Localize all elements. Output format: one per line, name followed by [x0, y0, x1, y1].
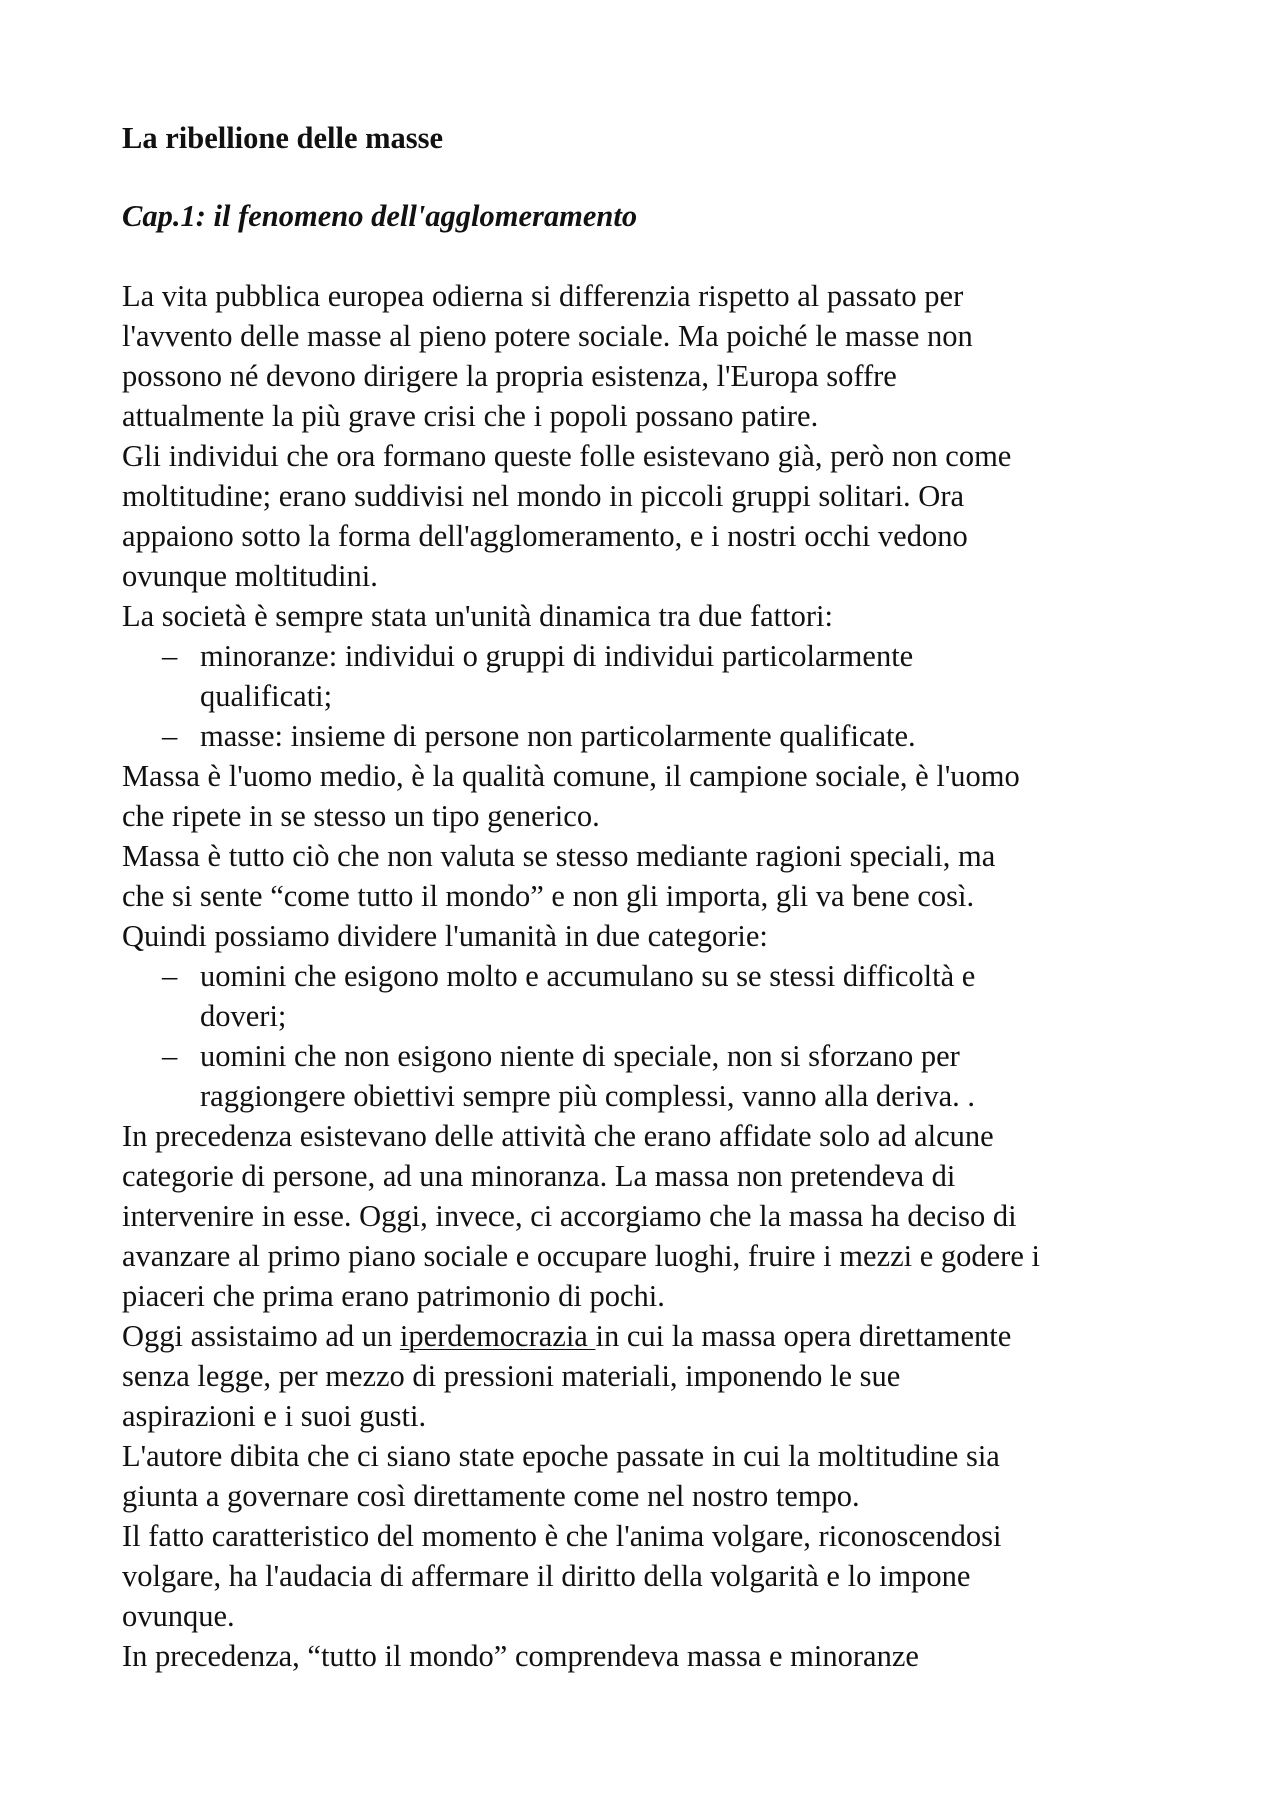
text-span: in cui la massa opera direttamente: [595, 1319, 1012, 1353]
list-item-text: minoranze: individui o gruppi di individui particolarmente: [200, 639, 914, 673]
list-item-text: uomini che esigono molto e accumulano su se stessi difficoltà e: [200, 959, 976, 993]
text-line: La società è sempre stata un'unità dinamica tra due fattori:: [122, 599, 833, 633]
list-item: [122, 716, 1182, 756]
text-line: La vita pubblica europea odierna si differenzia rispetto al passato per: [122, 279, 964, 313]
text-line: moltitudine; erano suddivisi nel mondo in piccoli gruppi solitari. Ora: [122, 479, 965, 513]
text-line: l'avvento delle masse al pieno potere sociale. Ma poiché le masse non: [122, 319, 973, 353]
text-line: volgare, ha l'audacia di affermare il diritto della volgarità e lo impone: [122, 1559, 971, 1593]
paragraph-1: [122, 276, 1182, 436]
text-line: possono né devono dirigere la propria esistenza, l'Europa soffre: [122, 359, 897, 393]
text-line: [122, 1316, 1182, 1356]
paragraph-6: [122, 1116, 1182, 1316]
chapter-subtitle: Cap.1: il fenomeno dell'agglomeramento: [122, 199, 638, 233]
list-item: [122, 956, 1182, 1036]
text-line: In precedenza, “tutto il mondo” comprendeva massa e minoranze: [122, 1639, 919, 1673]
list-item-text: uomini che non esigono niente di speciale, non si sforzano per: [200, 1039, 960, 1073]
list-item: [122, 1036, 1182, 1116]
paragraph-9: [122, 1516, 1182, 1636]
list-item: [122, 636, 1182, 716]
dash-list-factors: [122, 636, 1182, 756]
text-line: Massa è tutto ciò che non valuta se stesso mediante ragioni speciali, ma: [122, 839, 996, 873]
text-line: categorie di persone, ad una minoranza. La massa non pretendeva di: [122, 1159, 956, 1193]
text-line: Il fatto caratteristico del momento è che l'anima volgare, riconoscendosi: [122, 1519, 1002, 1553]
text-line: intervenire in esse. Oggi, invece, ci accorgiamo che la massa ha deciso di: [122, 1199, 1017, 1233]
document-title: La ribellione delle masse: [122, 121, 444, 155]
text-line: ovunque.: [122, 1599, 235, 1633]
text-line: ovunque moltitudini.: [122, 559, 378, 593]
paragraph-2: [122, 436, 1182, 596]
dash-bullet: –: [162, 719, 178, 753]
document-body: [122, 276, 1182, 1676]
paragraph-10: [122, 1636, 1182, 1676]
text-line: Quindi possiamo dividere l'umanità in due categorie:: [122, 919, 768, 953]
dash-bullet: –: [162, 1039, 178, 1073]
list-item-text: raggiongere obiettivi sempre più complessi, vanno alla deriva. .: [200, 1079, 975, 1113]
text-line: giunta a governare così direttamente come nel nostro tempo.: [122, 1479, 860, 1513]
text-line: appaiono sotto la forma dell'agglomeramento, e i nostri occhi vedono: [122, 519, 968, 553]
text-line: piaceri che prima erano patrimonio di pochi.: [122, 1279, 665, 1313]
dash-list-categories: [122, 956, 1182, 1116]
text-line: Massa è l'uomo medio, è la qualità comune, il campione sociale, è l'uomo: [122, 759, 1020, 793]
iperdemocrazia-link[interactable]: iperdemocrazia: [399, 1319, 596, 1353]
paragraph-3: [122, 596, 1182, 636]
text-line: avanzare al primo piano sociale e occupare luoghi, fruire i mezzi e godere i: [122, 1239, 1040, 1273]
dash-bullet: –: [162, 639, 178, 673]
text-line: senza legge, per mezzo di pressioni materiali, imponendo le sue: [122, 1359, 901, 1393]
list-item-text: masse: insieme di persone non particolarmente qualificate.: [200, 719, 916, 753]
paragraph-5: [122, 836, 1182, 956]
paragraph-8: [122, 1436, 1182, 1516]
dash-bullet: –: [162, 959, 178, 993]
text-line: che si sente “come tutto il mondo” e non gli importa, gli va bene così.: [122, 879, 975, 913]
paragraph-7: [122, 1316, 1182, 1436]
list-item-text: qualificati;: [200, 679, 333, 713]
text-line: Gli individui che ora formano queste folle esistevano già, però non come: [122, 439, 1012, 473]
text-span: Oggi assistaimo ad un: [122, 1319, 400, 1353]
text-line: che ripete in se stesso un tipo generico.: [122, 799, 600, 833]
text-line: In precedenza esistevano delle attività che erano affidate solo ad alcune: [122, 1119, 994, 1153]
text-line: attualmente la più grave crisi che i popoli possano patire.: [122, 399, 819, 433]
text-line: aspirazioni e i suoi gusti.: [122, 1399, 427, 1433]
list-item-text: doveri;: [200, 999, 287, 1033]
document-page: [122, 118, 1182, 1676]
text-line: L'autore dibita che ci siano state epoche passate in cui la moltitudine sia: [122, 1439, 1000, 1473]
paragraph-4: [122, 756, 1182, 836]
